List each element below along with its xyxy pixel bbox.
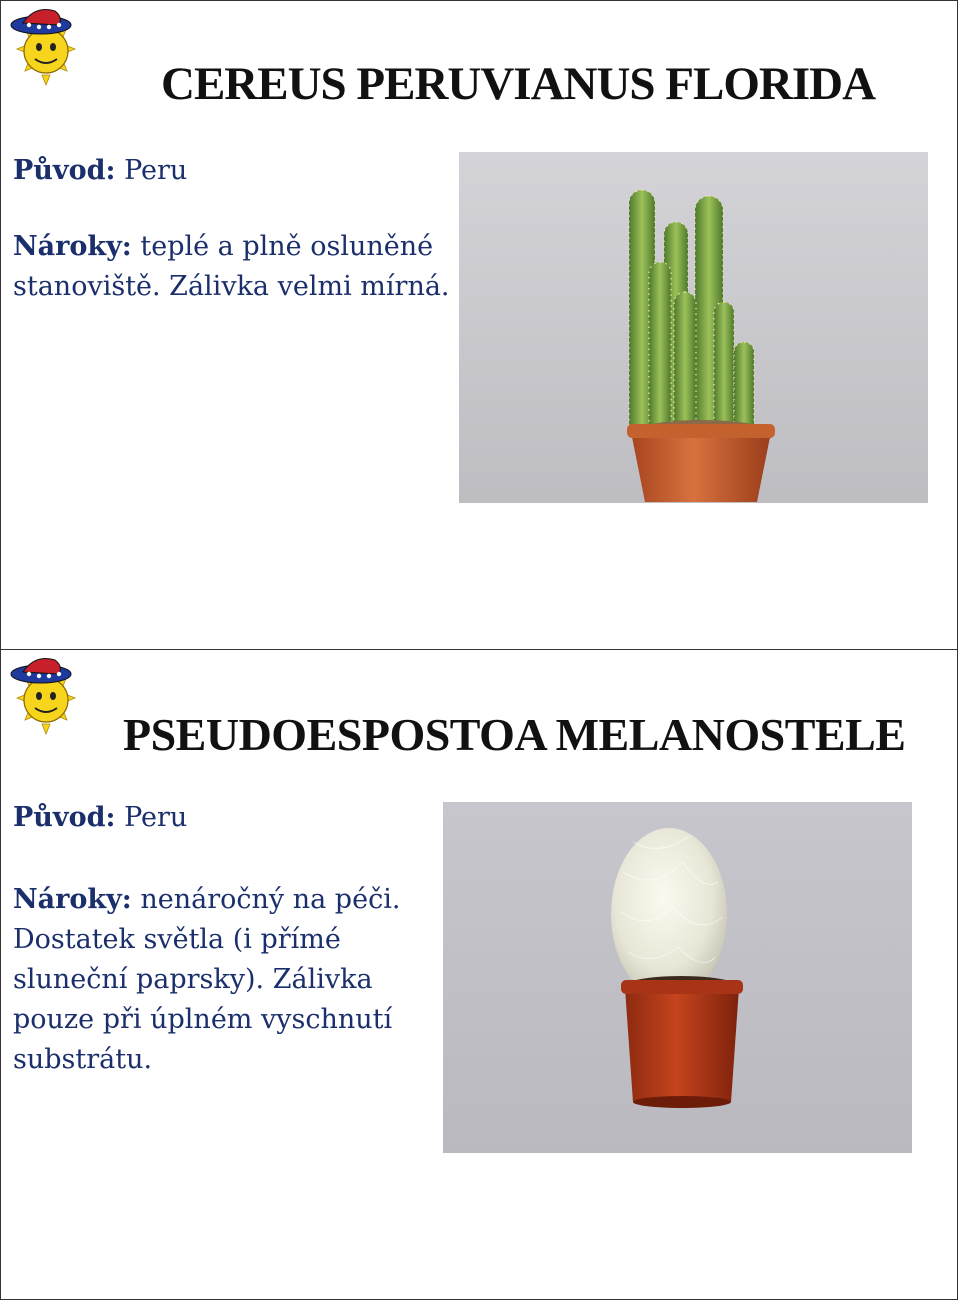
plant-title: CEREUS PERUVIANUS FLORIDA xyxy=(161,58,876,110)
cactus-photo xyxy=(443,802,912,1153)
origin-value: Peru xyxy=(124,802,188,833)
needs-paragraph xyxy=(13,880,443,1080)
origin-label: Původ: xyxy=(13,802,116,833)
origin-line xyxy=(13,802,187,833)
plant-card-pseudoespostoa xyxy=(0,649,958,1300)
origin-value: Peru xyxy=(124,155,188,186)
needs-label: Nároky: xyxy=(13,884,132,915)
needs-label: Nároky: xyxy=(13,231,132,262)
needs-paragraph xyxy=(13,227,453,307)
plant-card-cereus xyxy=(0,0,958,650)
plant-title: PSEUDOESPOSTOA MELANOSTELE xyxy=(123,709,906,760)
origin-line xyxy=(13,155,187,186)
origin-label: Původ: xyxy=(13,155,116,186)
sun-logo-icon xyxy=(5,5,87,91)
cactus-photo xyxy=(459,152,928,503)
needs-text: nenáročný na péči. Dostatek světla (i přímé sluneční paprsky). Zálivka pouze při úplném vyschnutí substrátu. xyxy=(13,884,401,1075)
needs-text: teplé a plně osluněné stanoviště. Zálivka velmi mírná. xyxy=(13,231,450,302)
sun-logo-icon xyxy=(5,654,87,740)
